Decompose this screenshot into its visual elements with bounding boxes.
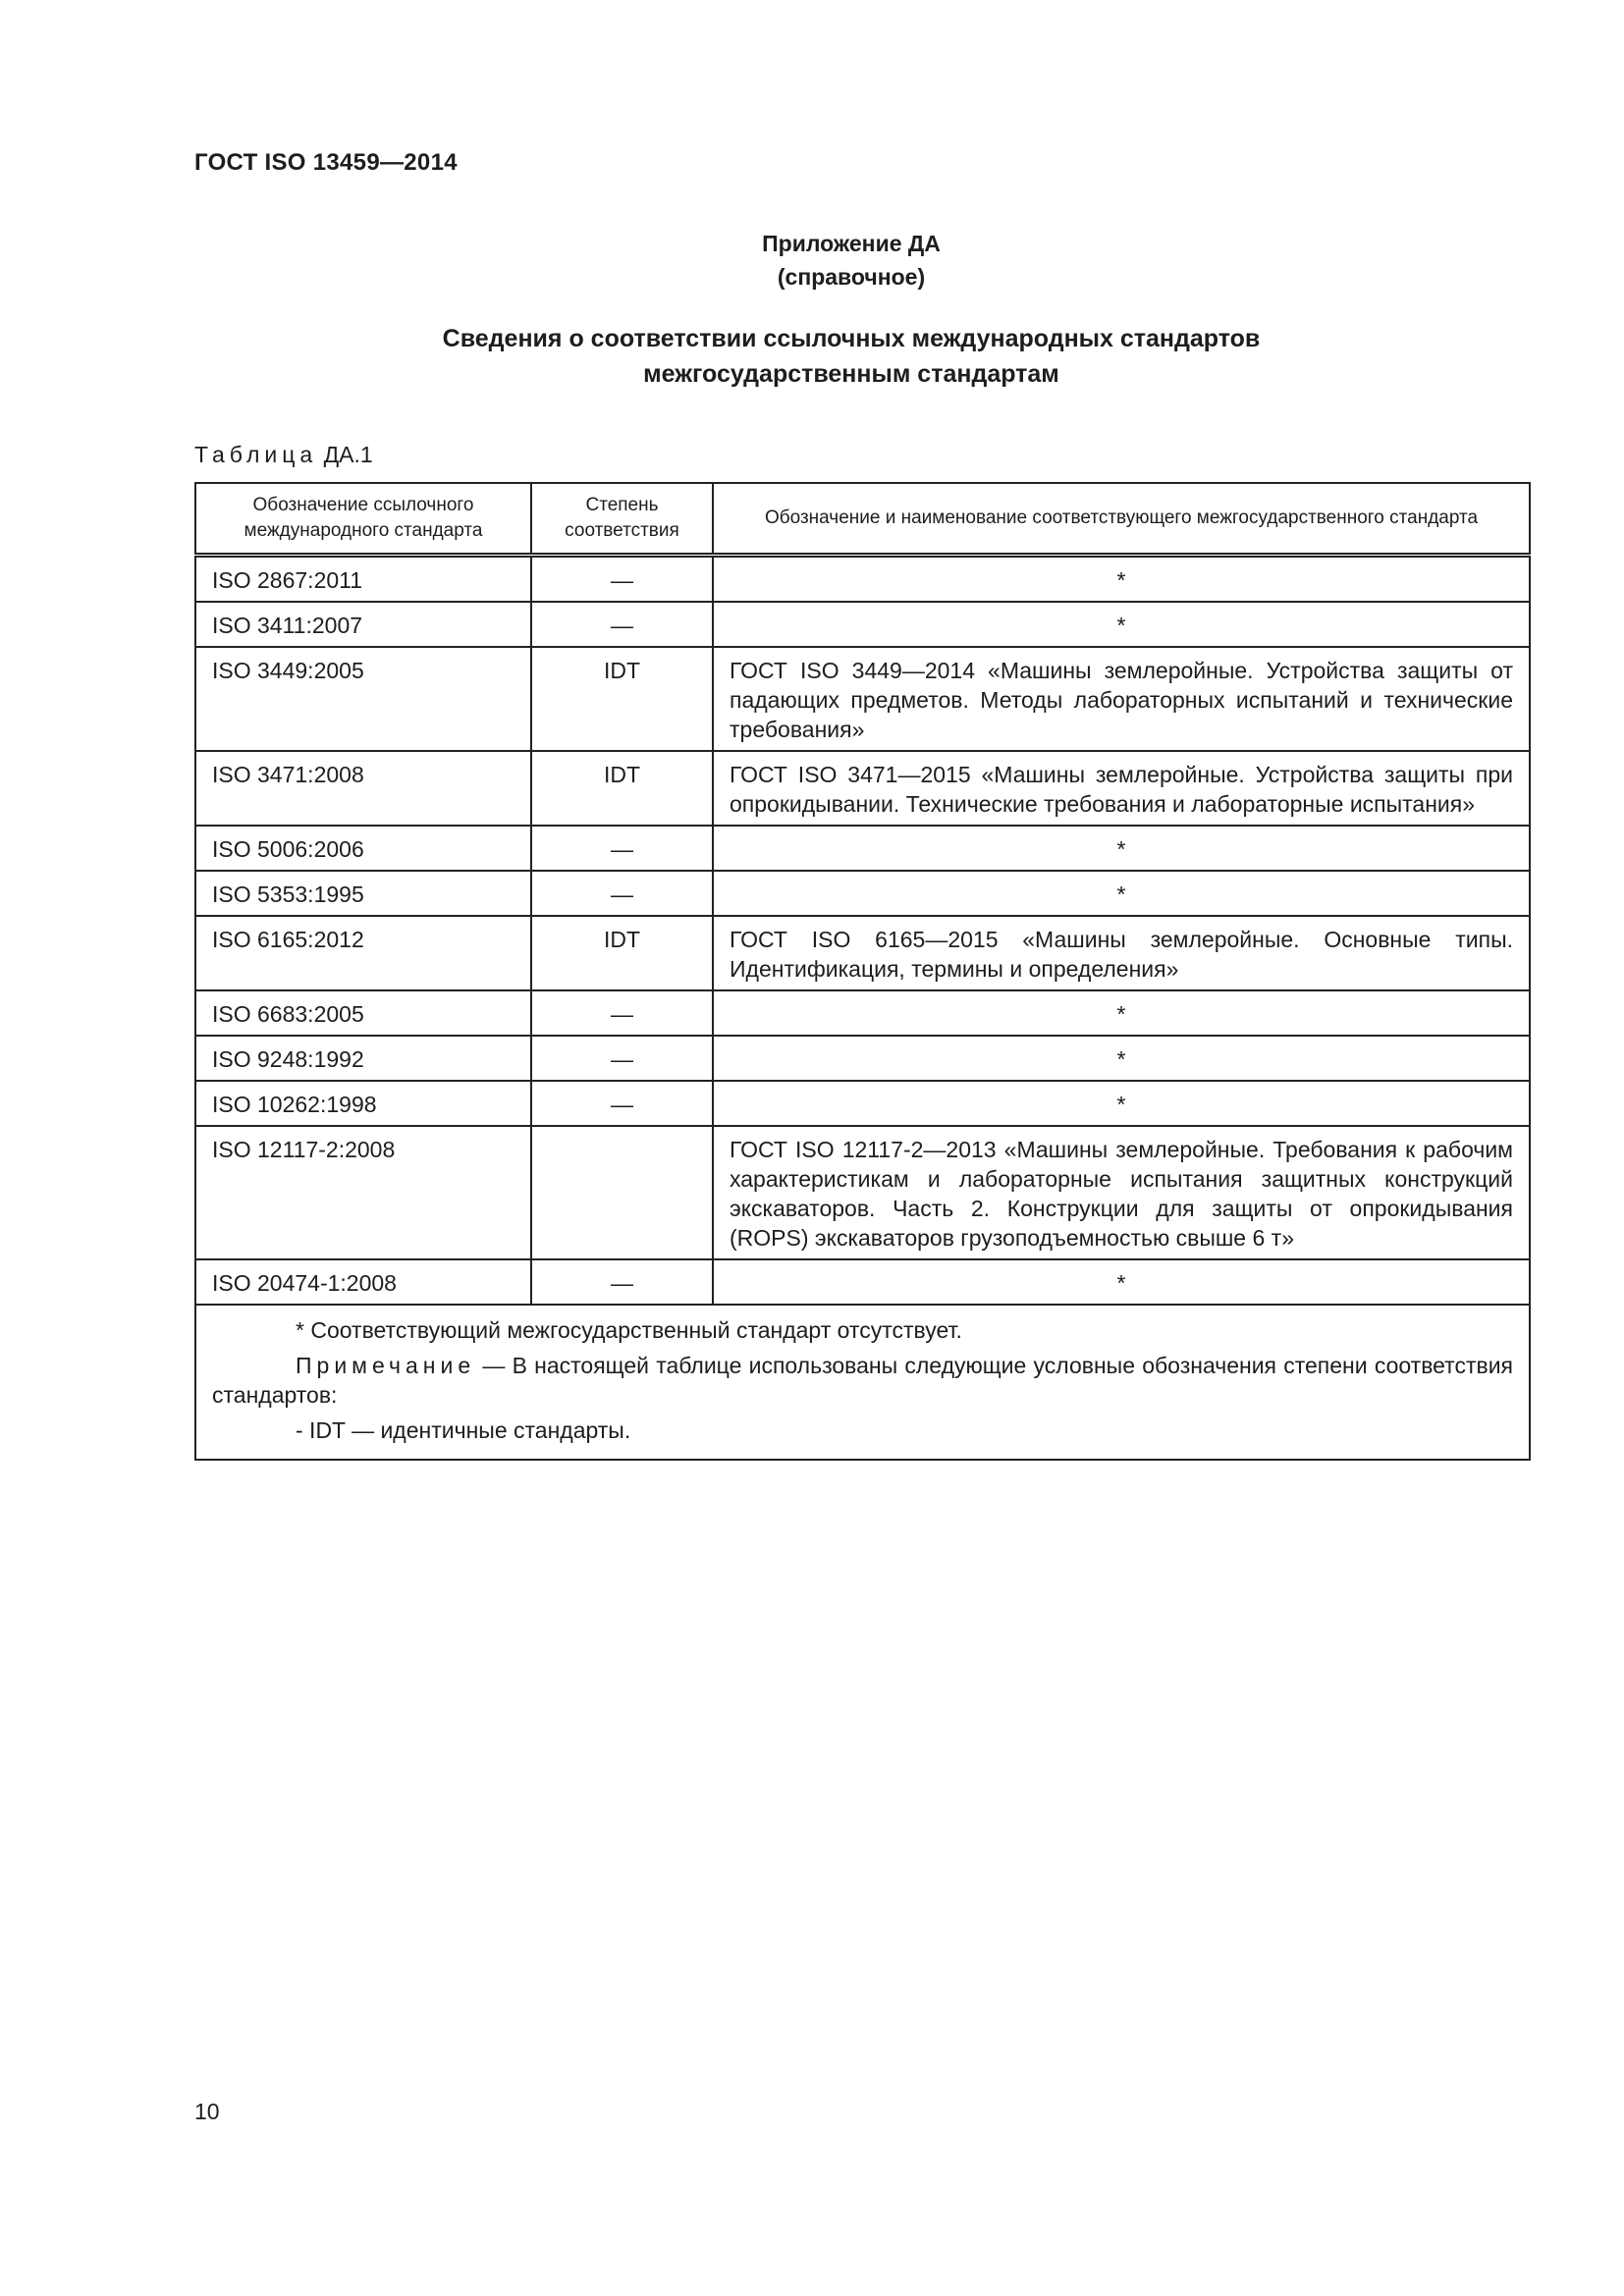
table-label-word: Таблица xyxy=(194,442,318,467)
page-number: 10 xyxy=(194,2099,220,2124)
note-paragraph xyxy=(212,1351,1513,1410)
cell-standard-name: * xyxy=(713,1259,1530,1305)
table-footnote-cell xyxy=(195,1305,1530,1460)
note-word: Примечание xyxy=(296,1353,476,1378)
cell-standard-name: * xyxy=(713,556,1530,603)
table-row xyxy=(195,916,1530,990)
annex-heading xyxy=(0,227,1624,294)
table-label xyxy=(194,442,373,468)
table-row xyxy=(195,990,1530,1036)
note-item: - IDT — идентичные стандарты. xyxy=(296,1417,631,1443)
cell-degree: — xyxy=(531,1259,713,1305)
table-label-number: ДА.1 xyxy=(323,442,373,467)
cell-standard-name: * xyxy=(713,990,1530,1036)
cell-designation: ISO 3449:2005 xyxy=(195,647,531,751)
section-title-line2: межгосударственным стандартам xyxy=(643,360,1059,388)
cell-designation: ISO 3471:2008 xyxy=(195,751,531,826)
cell-standard-name: * xyxy=(713,826,1530,871)
cell-degree: — xyxy=(531,1081,713,1126)
cell-standard-name: * xyxy=(713,871,1530,916)
cell-degree: — xyxy=(531,1036,713,1081)
cell-designation: ISO 10262:1998 xyxy=(195,1081,531,1126)
cell-designation: ISO 6683:2005 xyxy=(195,990,531,1036)
cell-degree xyxy=(531,1126,713,1259)
table-row xyxy=(195,647,1530,751)
cell-degree: — xyxy=(531,556,713,603)
header-name: Обозначение и наименование соответствующего межгосударственного стандарта xyxy=(713,483,1530,556)
footnote-text: * Соответствующий межгосударственный стандарт отсутствует. xyxy=(296,1317,962,1343)
cell-degree: — xyxy=(531,826,713,871)
cell-designation: ISO 6165:2012 xyxy=(195,916,531,990)
cell-designation: ISO 3411:2007 xyxy=(195,602,531,647)
annex-title: Приложение ДА xyxy=(762,231,941,256)
cell-degree: IDT xyxy=(531,916,713,990)
table-row xyxy=(195,1259,1530,1305)
document-code: ГОСТ ISO 13459—2014 xyxy=(194,149,458,176)
cell-designation: ISO 5353:1995 xyxy=(195,871,531,916)
cell-standard-name: ГОСТ ISO 12117-2—2013 «Машины землеройные. Требования к рабочим характеристикам и лабораторные испытания защитных конструкций экскаваторов. Часть 2. Конструкции для защиты от опрокидывания (ROPS) экскаваторов грузоподъемностью свыше 6 т» xyxy=(713,1126,1530,1259)
table-body xyxy=(195,556,1530,1306)
cell-standard-name: ГОСТ ISO 3449—2014 «Машины землеройные. Устройства защиты от падающих предметов. Методы лабораторных испытаний и технические требования» xyxy=(713,647,1530,751)
cell-degree: IDT xyxy=(531,647,713,751)
cell-standard-name: * xyxy=(713,602,1530,647)
header-degree: Степень соответствия xyxy=(531,483,713,556)
header-designation: Обозначение ссылочного международного стандарта xyxy=(195,483,531,556)
cell-designation: ISO 20474-1:2008 xyxy=(195,1259,531,1305)
annex-type: (справочное) xyxy=(777,264,926,290)
correspondence-table xyxy=(194,482,1531,1461)
table-header-row xyxy=(195,483,1530,556)
table-row xyxy=(195,1126,1530,1259)
table-row xyxy=(195,1036,1530,1081)
table-row xyxy=(195,602,1530,647)
table-row xyxy=(195,556,1530,603)
cell-designation: ISO 9248:1992 xyxy=(195,1036,531,1081)
cell-standard-name: ГОСТ ISO 6165—2015 «Машины землеройные. Основные типы. Идентификация, термины и определения» xyxy=(713,916,1530,990)
cell-standard-name: * xyxy=(713,1081,1530,1126)
note-text: — В настоящей таблице использованы следующие условные обозначения степени соответствия стандартов: xyxy=(212,1353,1514,1408)
cell-designation: ISO 2867:2011 xyxy=(195,556,531,603)
table-row xyxy=(195,826,1530,871)
table-footer-row xyxy=(195,1305,1530,1460)
table-row xyxy=(195,751,1530,826)
cell-designation: ISO 12117-2:2008 xyxy=(195,1126,531,1259)
table-row xyxy=(195,871,1530,916)
cell-degree: IDT xyxy=(531,751,713,826)
table-row xyxy=(195,1081,1530,1126)
cell-standard-name: * xyxy=(713,1036,1530,1081)
section-title-line1: Сведения о соответствии ссылочных международных стандартов xyxy=(442,325,1261,352)
cell-degree: — xyxy=(531,990,713,1036)
cell-standard-name: ГОСТ ISO 3471—2015 «Машины землеройные. Устройства защиты при опрокидывании. Технические требования и лабораторные испытания» xyxy=(713,751,1530,826)
cell-degree: — xyxy=(531,871,713,916)
cell-designation: ISO 5006:2006 xyxy=(195,826,531,871)
section-title xyxy=(0,321,1624,392)
cell-degree: — xyxy=(531,602,713,647)
